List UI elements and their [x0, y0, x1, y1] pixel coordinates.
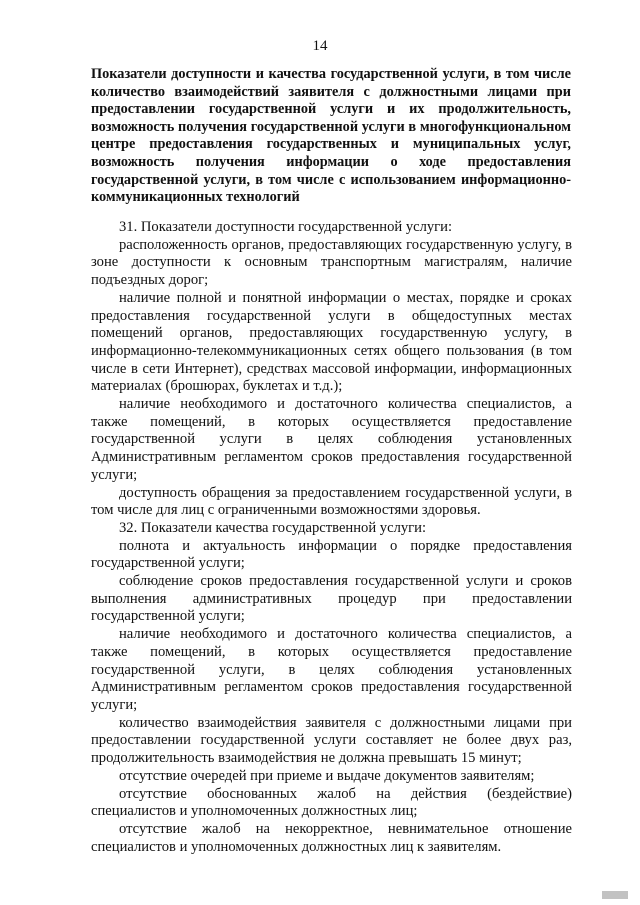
scan-artifact	[602, 891, 628, 899]
paragraph: отсутствие обоснованных жалоб на действия (бездействие) специалистов и уполномоченных должностных лиц;	[91, 785, 572, 820]
section-heading: Показатели доступности и качества государственной услуги, в том числе количество взаимодействий заявителя с должностными лицами при предоставлении государственной услуги и их продолжительность, возможность получения государственной услуги в многофункциональном центре предоставления государственных и муниципальных услуг, возможность получения информации о ходе предоставления государственной услуги, в том числе с использованием информационно-коммуникационных технологий	[91, 66, 571, 206]
paragraph: соблюдение сроков предоставления государственной услуги и сроков выполнения административных процедур при предоставлении государственной услуги;	[91, 573, 572, 625]
paragraph: полнота и актуальность информации о порядке предоставления государственной услуги;	[91, 537, 572, 572]
paragraph: расположенность органов, предоставляющих государственную услугу, в зоне доступности к основным транспортным магистралям, наличие подъездных дорог;	[91, 236, 572, 289]
paragraph-32-title: 32. Показатели качества государственной услуги:	[119, 519, 427, 536]
paragraph: отсутствие очередей при приеме и выдаче документов заявителям;	[119, 767, 535, 784]
paragraph-31-title: 31. Показатели доступности государственной услуги:	[119, 219, 453, 235]
paragraph: количество взаимодействия заявителя с должностными лицами при предоставлении государственной услуги составляет не более двух раз, продолжительность взаимодействия не должна превышать 15 минут;	[91, 714, 572, 767]
paragraph: наличие необходимого и достаточного количества специалистов, а также помещений, в которых осуществляется предоставление государственной услуги, в целях соблюдения установленных Административным регламентом сроков предоставления государственной услуги;	[91, 626, 572, 713]
paragraph: отсутствие жалоб на некорректное, невнимательное отношение специалистов и уполномоченных должностных лиц к заявителям.	[91, 820, 572, 855]
paragraph: наличие полной и понятной информации о местах, порядке и сроках предоставления государственной услуги в общедоступных местах помещений органов, предоставляющих государственную услугу, в информационно-телекоммуникационных сетях общего пользования (в том числе в сети Интернет), средствах массовой информации, информационных материалах (брошюрах, буклетах и т.д.);	[91, 289, 572, 395]
document-body	[91, 219, 572, 856]
paragraph: доступность обращения за предоставлением государственной услуги, в том числе для лиц с ограниченными возможностями здоровья.	[91, 484, 572, 519]
paragraph: наличие необходимого и достаточного количества специалистов, а также помещений, в которых осуществляется предоставление государственной услуги в целях соблюдения установленных Административным регламентом сроков предоставления государственной услуги;	[91, 396, 572, 483]
page-number: 14	[312, 38, 328, 54]
